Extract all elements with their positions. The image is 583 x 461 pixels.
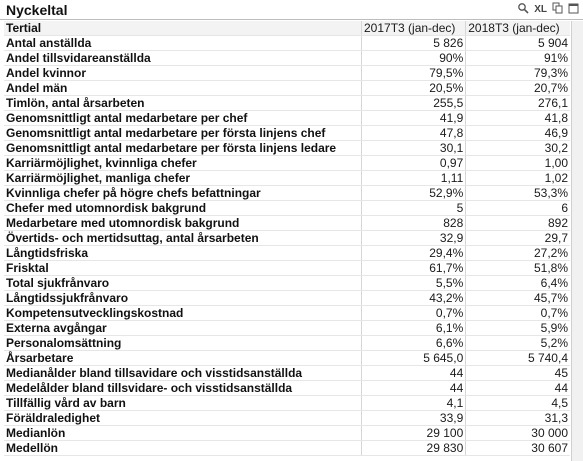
cell-value: 276,1 <box>466 96 570 111</box>
cell-value: 53,3% <box>466 186 570 201</box>
maximize-icon[interactable] <box>568 3 579 18</box>
cell-value: 6 <box>466 201 570 216</box>
cell-value: 52,9% <box>362 186 466 201</box>
table-row[interactable] <box>4 381 570 396</box>
cell-value: 6,4% <box>466 276 570 291</box>
cell-value: 79,3% <box>466 66 570 81</box>
cell-value: 51,8% <box>466 261 570 276</box>
copy-icon[interactable] <box>552 2 563 18</box>
cell-value: 30 607 <box>466 441 570 456</box>
cell-value: 44 <box>362 366 466 381</box>
cell-value: 30,2 <box>466 141 570 156</box>
table-row[interactable] <box>4 426 570 441</box>
cell-value: 5,2% <box>466 336 570 351</box>
table-row[interactable] <box>4 366 570 381</box>
cell-value: 29,4% <box>362 246 466 261</box>
cell-value: 79,5% <box>362 66 466 81</box>
cell-value: 5 645,0 <box>362 351 466 366</box>
cell-value: 1,11 <box>362 171 466 186</box>
row-label: Karriärmöjlighet, kvinnliga chefer <box>4 156 362 171</box>
cell-value: 255,5 <box>362 96 466 111</box>
table-row[interactable] <box>4 306 570 321</box>
cell-value: 45 <box>466 366 570 381</box>
cell-value: 46,9 <box>466 126 570 141</box>
table-row[interactable] <box>4 321 570 336</box>
row-label: Medianlön <box>4 426 362 441</box>
cell-value: 47,8 <box>362 126 466 141</box>
row-label: Medelålder bland tillsvidare- och visstidsanställda <box>4 381 362 396</box>
row-label: Frisktal <box>4 261 362 276</box>
cell-value: 0,7% <box>362 306 466 321</box>
column-header[interactable]: 2018T3 (jan-dec) <box>466 21 570 36</box>
table-row[interactable] <box>4 216 570 231</box>
table-row[interactable] <box>4 291 570 306</box>
cell-value: 20,7% <box>466 81 570 96</box>
row-label: Föräldraledighet <box>4 411 362 426</box>
column-header[interactable]: Tertial <box>4 21 362 36</box>
cell-value: 29 100 <box>362 426 466 441</box>
table-row[interactable] <box>4 126 570 141</box>
key-figures-table <box>4 21 570 456</box>
row-label: Medarbetare med utomnordisk bakgrund <box>4 216 362 231</box>
table-row[interactable] <box>4 51 570 66</box>
cell-value: 27,2% <box>466 246 570 261</box>
row-label: Externa avgångar <box>4 321 362 336</box>
cell-value: 29,7 <box>466 231 570 246</box>
table-row[interactable] <box>4 96 570 111</box>
cell-value: 31,3 <box>466 411 570 426</box>
row-label: Antal anställda <box>4 36 362 51</box>
cell-value: 44 <box>466 381 570 396</box>
cell-value: 61,7% <box>362 261 466 276</box>
row-label: Total sjukfrånvaro <box>4 276 362 291</box>
cell-value: 29 830 <box>362 441 466 456</box>
table-row[interactable] <box>4 141 570 156</box>
cell-value: 30,1 <box>362 141 466 156</box>
table-row[interactable] <box>4 351 570 366</box>
row-label: Andel tillsvidareanställda <box>4 51 362 66</box>
table-row[interactable] <box>4 261 570 276</box>
row-label: Medianålder bland tillsavidare och visstidsanställda <box>4 366 362 381</box>
table-row[interactable] <box>4 171 570 186</box>
window-title: Nyckeltal <box>6 2 68 18</box>
row-label: Kompetensutvecklingskostnad <box>4 306 362 321</box>
caption-icons <box>517 3 579 17</box>
cell-value: 1,02 <box>466 171 570 186</box>
row-label: Tillfällig vård av barn <box>4 396 362 411</box>
cell-value: 4,5 <box>466 396 570 411</box>
cell-value: 892 <box>466 216 570 231</box>
row-label: Kvinnliga chefer på högre chefs befattningar <box>4 186 362 201</box>
row-label: Timlön, antal årsarbeten <box>4 96 362 111</box>
table-row[interactable] <box>4 66 570 81</box>
row-label: Genomsnittligt antal medarbetare per första linjens chef <box>4 126 362 141</box>
row-label: Karriärmöjlighet, manliga chefer <box>4 171 362 186</box>
row-label: Genomsnittligt antal medarbetare per chef <box>4 111 362 126</box>
cell-value: 43,2% <box>362 291 466 306</box>
table-row[interactable] <box>4 336 570 351</box>
vertical-scrollbar[interactable] <box>571 21 583 461</box>
row-label: Genomsnittligt antal medarbetare per första linjens ledare <box>4 141 362 156</box>
cell-value: 32,9 <box>362 231 466 246</box>
table-row[interactable] <box>4 396 570 411</box>
cell-value: 828 <box>362 216 466 231</box>
cell-value: 41,9 <box>362 111 466 126</box>
table-row[interactable] <box>4 186 570 201</box>
table-row[interactable] <box>4 81 570 96</box>
cell-value: 91% <box>466 51 570 66</box>
cell-value: 5 826 <box>362 36 466 51</box>
row-label: Långtidssjukfrånvaro <box>4 291 362 306</box>
cell-value: 30 000 <box>466 426 570 441</box>
table-row[interactable] <box>4 36 570 51</box>
table-row[interactable] <box>4 111 570 126</box>
row-label: Övertids- och mertidsuttag, antal årsarbeten <box>4 231 362 246</box>
table-row[interactable] <box>4 276 570 291</box>
row-label: Medellön <box>4 441 362 456</box>
table-row[interactable] <box>4 246 570 261</box>
caption-bar <box>0 0 583 20</box>
cell-value: 44 <box>362 381 466 396</box>
table-row[interactable] <box>4 411 570 426</box>
row-label: Andel män <box>4 81 362 96</box>
row-label: Långtidsfriska <box>4 246 362 261</box>
cell-value: 20,5% <box>362 81 466 96</box>
cell-value: 0,7% <box>466 306 570 321</box>
search-icon[interactable] <box>517 2 529 18</box>
table-row[interactable] <box>4 201 570 216</box>
cell-value: 1,00 <box>466 156 570 171</box>
cell-value: 5 904 <box>466 36 570 51</box>
cell-value: 5,5% <box>362 276 466 291</box>
table-row[interactable] <box>4 231 570 246</box>
cell-value: 6,6% <box>362 336 466 351</box>
column-header[interactable]: 2017T3 (jan-dec) <box>362 21 466 36</box>
cell-value: 5 740,4 <box>466 351 570 366</box>
cell-value: 33,9 <box>362 411 466 426</box>
cell-value: 5,9% <box>466 321 570 336</box>
cell-value: 4,1 <box>362 396 466 411</box>
cell-value: 0,97 <box>362 156 466 171</box>
table-header-row <box>4 21 570 36</box>
table-row[interactable] <box>4 441 570 456</box>
table-row[interactable] <box>4 156 570 171</box>
row-label: Chefer med utomnordisk bakgrund <box>4 201 362 216</box>
excel-export-icon[interactable]: XL <box>534 4 547 15</box>
cell-value: 6,1% <box>362 321 466 336</box>
row-label: Årsarbetare <box>4 351 362 366</box>
row-label: Andel kvinnor <box>4 66 362 81</box>
cell-value: 90% <box>362 51 466 66</box>
cell-value: 5 <box>362 201 466 216</box>
cell-value: 45,7% <box>466 291 570 306</box>
cell-value: 41,8 <box>466 111 570 126</box>
row-label: Personalomsättning <box>4 336 362 351</box>
